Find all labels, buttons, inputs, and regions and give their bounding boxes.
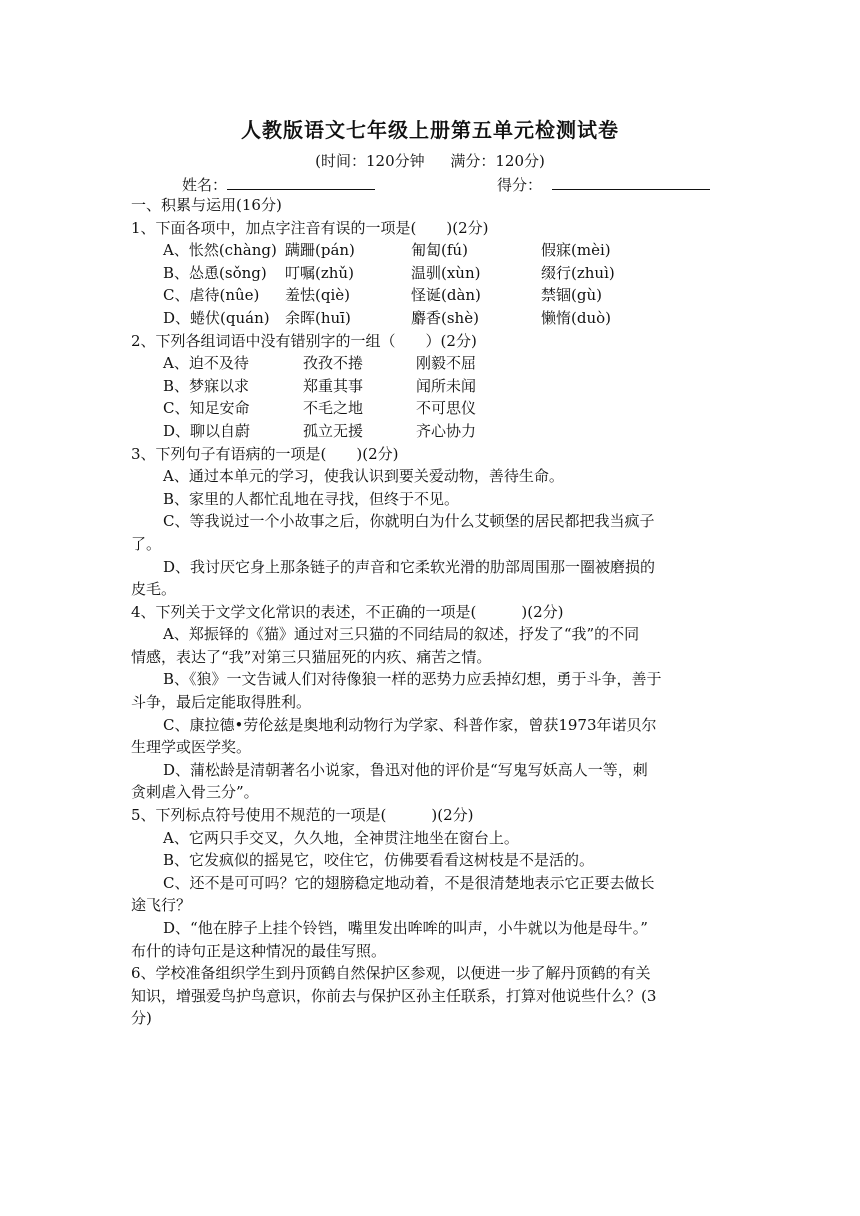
q1-c-3: 怪诞(dàn) <box>411 286 481 305</box>
q2-b-2: 郑重其事 <box>303 376 364 395</box>
q5-option-c-line1: C、还不是可可吗？它的翅膀稳定地动着，不是很清楚地表示它正要去做长 <box>163 873 655 892</box>
q1-d-4: 懒惰(duò) <box>541 308 611 327</box>
question-2-stem: 2、下列各组词语中没有错别字的一组（ ）(2分) <box>131 331 477 350</box>
q2-a-2: 孜孜不捲 <box>303 354 364 373</box>
q5-option-a: A、它两只手交叉，久久地，全神贯注地坐在窗台上。 <box>163 828 519 847</box>
q2-option-a <box>131 352 731 375</box>
q4-option-d-line1: D、蒲松龄是清朝著名小说家，鲁迅对他的评价是“写鬼写妖高人一等，刺 <box>163 760 648 779</box>
question-6-line1: 6、学校准备组织学生到丹顶鹤自然保护区参观，以便进一步了解丹顶鹤的有关 <box>131 964 651 983</box>
q2-option-d <box>131 420 731 443</box>
score-blank <box>552 175 710 190</box>
q4-option-b-line2: 斗争，最后定能取得胜利。 <box>131 693 312 712</box>
q1-c-4: 禁锢(gù) <box>541 286 602 305</box>
question-4-stem: 4、下列关于文学文化常识的表述，不正确的一项是( )(2分) <box>131 602 564 621</box>
q2-b-1: B、梦寐以求 <box>163 376 250 395</box>
q1-option-b <box>131 262 731 285</box>
q2-c-1: C、知足安命 <box>163 399 250 418</box>
q3-option-a: A、通过本单元的学习，使我认识到要关爱动物，善待生命。 <box>163 467 564 486</box>
q2-a-3: 刚毅不屈 <box>416 354 477 373</box>
q1-d-3: 麝香(shè) <box>411 308 479 327</box>
q4-option-b-line1: B、《狼》一文告诫人们对待像狼一样的恶势力应丢掉幻想，勇于斗争，善于 <box>163 670 662 689</box>
q2-d-3: 齐心协力 <box>416 421 477 440</box>
question-1-stem: 1、下面各项中，加点字注音有误的一项是( )(2分) <box>131 218 489 237</box>
exam-info: (时间：120分钟 满分：120分) <box>315 152 545 170</box>
q3-option-c-line1: C、等我说过一个小故事之后，你就明白为什么艾顿堡的居民都把我当疯子 <box>163 512 655 531</box>
question-6-line3: 分) <box>131 1009 152 1028</box>
q1-a-3: 匍匐(fú) <box>411 241 468 260</box>
q5-option-c-line2: 途飞行？ <box>131 896 192 915</box>
q4-option-c-line2: 生理学或医学奖。 <box>131 738 252 757</box>
q5-option-b: B、它发疯似的摇晃它，咬住它，仿佛要看看这树枝是不是活的。 <box>163 851 595 870</box>
q3-option-d-line2: 皮毛。 <box>131 580 177 599</box>
q2-d-2: 孤立无援 <box>303 421 364 440</box>
q1-b-2: 叮嘱(zhǔ) <box>285 263 354 282</box>
q2-c-3: 不可思仪 <box>416 399 477 418</box>
q1-a-1: A、怅然(chàng) <box>163 241 277 260</box>
q2-option-b <box>131 375 731 398</box>
q2-option-c <box>131 397 731 420</box>
q1-a-4: 假寐(mèi) <box>541 241 611 260</box>
q4-option-a-line2: 情感，表达了“我”对第三只猫屈死的内疚、痛苦之情。 <box>131 647 492 666</box>
q1-option-d <box>131 307 731 330</box>
q4-option-c-line1: C、康拉德•劳伦兹是奥地利动物行为学家、科普作家，曾获1973年诺贝尔 <box>163 715 657 734</box>
score-field <box>497 174 710 195</box>
q3-option-d-line1: D、我讨厌它身上那条链子的声音和它柔软光滑的肋部周围那一圈被磨损的 <box>163 557 656 576</box>
q1-d-1: D、蜷伏(quán) <box>163 308 270 327</box>
q1-b-3: 温驯(xùn) <box>411 263 481 282</box>
q2-a-1: A、迫不及待 <box>163 354 249 373</box>
q3-option-c-line2: 了。 <box>131 534 162 553</box>
q1-d-2: 余晖(huī) <box>285 308 351 327</box>
exam-content <box>131 194 731 1030</box>
question-6-line2: 知识，增强爱鸟护鸟意识，你前去与保护区孙主任联系，打算对他说些什么？(3 <box>131 986 657 1005</box>
q1-c-1: C、虐待(nûe) <box>163 286 260 305</box>
q1-option-a <box>131 239 731 262</box>
question-3-stem: 3、下列句子有语病的一项是( )(2分) <box>131 444 399 463</box>
q1-option-c <box>131 284 731 307</box>
q2-c-2: 不毛之地 <box>303 399 364 418</box>
question-5-stem: 5、下列标点符号使用不规范的一项是( )(2分) <box>131 806 474 825</box>
q4-option-d-line2: 贪刺虐入骨三分”。 <box>131 783 259 802</box>
q2-d-1: D、聊以自蔚 <box>163 421 251 440</box>
q1-b-4: 缀行(zhuì) <box>541 263 615 282</box>
q5-option-d-line1: D、“他在脖子上挂个铃铛，嘴里发出哞哞的叫声，小牛就以为他是母牛。” <box>163 919 648 937</box>
q3-option-b: B、家里的人都忙乱地在寻找，但终于不见。 <box>163 489 460 508</box>
q5-option-d-line2: 布什的诗句正是这种情况的最佳写照。 <box>131 941 387 960</box>
q4-option-a-line1: A、郑振铎的《猫》通过对三只猫的不同结局的叙述，抒发了“我”的不同 <box>163 625 640 644</box>
name-label: 姓名： <box>182 176 228 194</box>
score-label: 得分： <box>497 176 543 194</box>
section-heading: 一、积累与运用(16分) <box>131 196 282 214</box>
q2-b-3: 闻所未闻 <box>416 376 477 395</box>
name-field <box>182 174 375 195</box>
page-title: 人教版语文七年级上册第五单元检测试卷 <box>241 118 619 142</box>
name-blank <box>227 175 375 190</box>
q1-c-2: 羞怯(qiè) <box>285 286 350 305</box>
q1-a-2: 蹒跚(pán) <box>285 241 355 260</box>
q1-b-1: B、怂恿(sǒng) <box>163 263 267 282</box>
